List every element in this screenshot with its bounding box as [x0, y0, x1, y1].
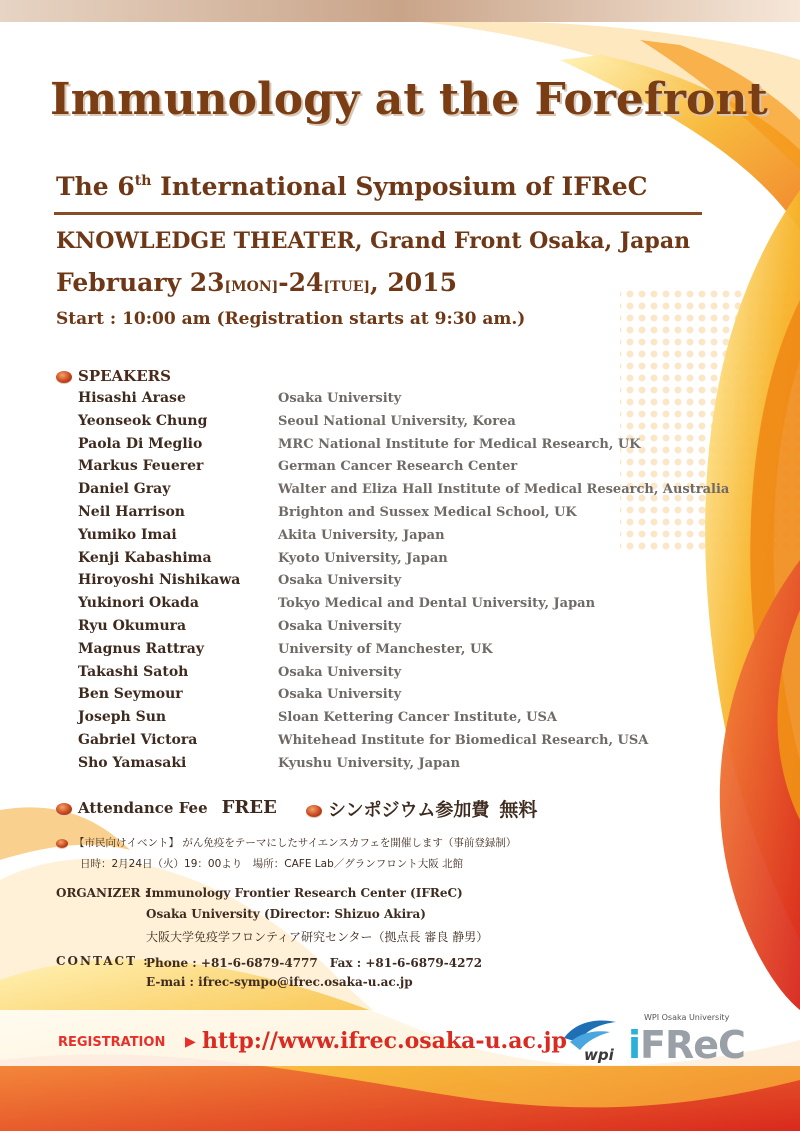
speaker-row: [78, 570, 758, 593]
speaker-name: Hiroyoshi Nishikawa: [78, 572, 241, 589]
speaker-name: Daniel Gray: [78, 481, 171, 498]
event-line1: 【市民向けイベント】 がん免疫をテーマにしたサイエンスカフェを開催します（事前登録制）: [74, 837, 517, 849]
speaker-row: [78, 616, 758, 639]
speaker-name: Sho Yamasaki: [78, 754, 187, 771]
speaker-row: [78, 411, 758, 434]
fee-jp-value: 無料: [499, 799, 538, 821]
wpi-swoosh-icon: [560, 1016, 620, 1064]
speaker-affiliation: Brighton and Sussex Medical School, UK: [278, 504, 577, 520]
speaker-name: Yumiko Imai: [78, 526, 177, 543]
speaker-affiliation: Osaka University: [278, 391, 402, 406]
contact-label: CONTACT :: [56, 954, 150, 968]
fee-value: FREE: [221, 797, 277, 818]
speaker-row: [78, 639, 758, 662]
speaker-name: Ben Seymour: [78, 686, 183, 703]
ifrec-logo-caption: WPI Osaka University: [644, 1013, 730, 1022]
registration-label: REGISTRATION: [58, 1035, 166, 1050]
speaker-name: Neil Harrison: [78, 503, 185, 520]
contact-email[interactable]: E-mai : ifrec-sympo@ifrec.osaka-u.ac.jp: [146, 975, 413, 989]
speaker-name: Yeonseok Chung: [78, 412, 208, 429]
speaker-row: [78, 707, 758, 730]
fee-jp-label: シンポジウム参加費: [328, 800, 490, 821]
ifrec-rest: FReC: [640, 1023, 745, 1067]
wpi-logo: [560, 1016, 620, 1064]
contact-phone-fax: Phone : +81-6-6879-4777 Fax : +81-6-6879-4272: [146, 956, 483, 970]
speakers-heading: [56, 367, 171, 385]
speaker-name: Yukinori Okada: [78, 595, 199, 612]
bullet-icon: [56, 371, 72, 383]
venue: KNOWLEDGE THEATER, Grand Front Osaka, Japan: [56, 228, 691, 254]
speaker-affiliation: Kyushu University, Japan: [278, 755, 461, 771]
speaker-affiliation: MRC National Institute for Medical Research, UK: [278, 436, 641, 452]
subtitle-prefix: The 6: [56, 172, 135, 201]
attendance-fee: [56, 797, 277, 818]
ifrec-wordmark: [628, 1023, 745, 1067]
arrow-right-icon: ▶: [185, 1034, 196, 1050]
ifrec-logo: [626, 1013, 756, 1067]
title-divider: [54, 212, 702, 215]
speaker-name: Ryu Okumura: [78, 617, 187, 634]
speaker-row: [78, 525, 758, 548]
date-part1: February 23: [56, 268, 225, 297]
date-part3: , 2015: [369, 268, 457, 297]
speaker-affiliation: Seoul National University, Korea: [278, 413, 516, 429]
registration-link[interactable]: http://www.ifrec.osaka-u.ac.jp: [202, 1028, 567, 1054]
organizer-lines: [146, 886, 488, 949]
public-event: [56, 835, 516, 850]
speaker-name: Hisashi Arase: [78, 390, 186, 406]
speaker-affiliation: Osaka University: [278, 687, 402, 703]
date-day2: [TUE]: [323, 279, 370, 295]
subtitle-suffix: International Symposium of IFReC: [151, 172, 648, 201]
organizer-label: ORGANIZER :: [56, 886, 150, 900]
organizer-line: Immunology Frontier Research Center (IFReC): [146, 886, 463, 900]
main-title: Immunology at the Forefront: [50, 74, 768, 125]
bullet-icon: [306, 805, 322, 817]
start-time: Start : 10:00 am (Registration starts at 9:30 am.): [56, 309, 526, 329]
speaker-row: [78, 753, 758, 776]
contact-lines: [146, 954, 482, 996]
speaker-affiliation: Osaka University: [278, 573, 402, 589]
attendance-fee-jp: [306, 795, 537, 822]
speaker-row: [78, 502, 758, 525]
speaker-row: [78, 479, 758, 502]
bullet-icon: [56, 803, 72, 815]
speaker-affiliation: Sloan Kettering Cancer Institute, USA: [278, 710, 557, 726]
speaker-affiliation: Osaka University: [278, 618, 402, 634]
date-part2: -24: [278, 268, 324, 297]
speaker-row: [78, 434, 758, 457]
speaker-row: [78, 548, 758, 571]
speaker-name: Takashi Satoh: [78, 663, 189, 680]
wpi-text: wpi: [584, 1046, 614, 1064]
subtitle-sup: th: [134, 173, 152, 189]
bullet-icon: [56, 839, 68, 848]
speaker-row: [78, 456, 758, 479]
event-line2: 日時：2月24日（火）19：00より 場所：CAFE Lab／グランフロント大阪 北館: [80, 858, 464, 870]
speakers-heading-text: SPEAKERS: [78, 367, 171, 385]
speaker-affiliation: German Cancer Research Center: [278, 459, 518, 475]
organizer-line: 大阪大学免疫学フロンティア研究センター（拠点長 審良 静男）: [146, 930, 489, 944]
speaker-affiliation: Tokyo Medical and Dental University, Japan: [278, 596, 596, 612]
speaker-name: Gabriel Victora: [78, 731, 198, 748]
speaker-affiliation: Whitehead Institute for Biomedical Research, USA: [278, 732, 649, 748]
symposium-subtitle: [56, 172, 648, 201]
speaker-affiliation: Akita University, Japan: [278, 527, 445, 543]
speaker-row: [78, 388, 758, 411]
event-date: [56, 268, 457, 297]
speaker-row: [78, 593, 758, 616]
speaker-name: Magnus Rattray: [78, 640, 205, 657]
date-day1: [MON]: [224, 279, 279, 295]
fee-label: Attendance Fee: [78, 799, 208, 817]
speaker-row: [78, 684, 758, 707]
speaker-affiliation: Osaka University: [278, 664, 402, 680]
speaker-row: [78, 730, 758, 753]
speaker-affiliation: University of Manchester, UK: [278, 641, 493, 657]
speaker-name: Joseph Sun: [78, 709, 167, 726]
speaker-affiliation: Walter and Eliza Hall Institute of Medical Research, Australia: [278, 482, 730, 498]
speaker-row: [78, 662, 758, 685]
speaker-list: [78, 388, 758, 776]
speaker-name: Paola Di Meglio: [78, 435, 203, 452]
organizer-line: Osaka University (Director: Shizuo Akira): [146, 907, 426, 921]
speaker-name: Kenji Kabashima: [78, 549, 212, 566]
ifrec-i: i: [628, 1023, 641, 1067]
speaker-affiliation: Kyoto University, Japan: [278, 550, 448, 566]
speaker-name: Markus Feuerer: [78, 458, 204, 475]
